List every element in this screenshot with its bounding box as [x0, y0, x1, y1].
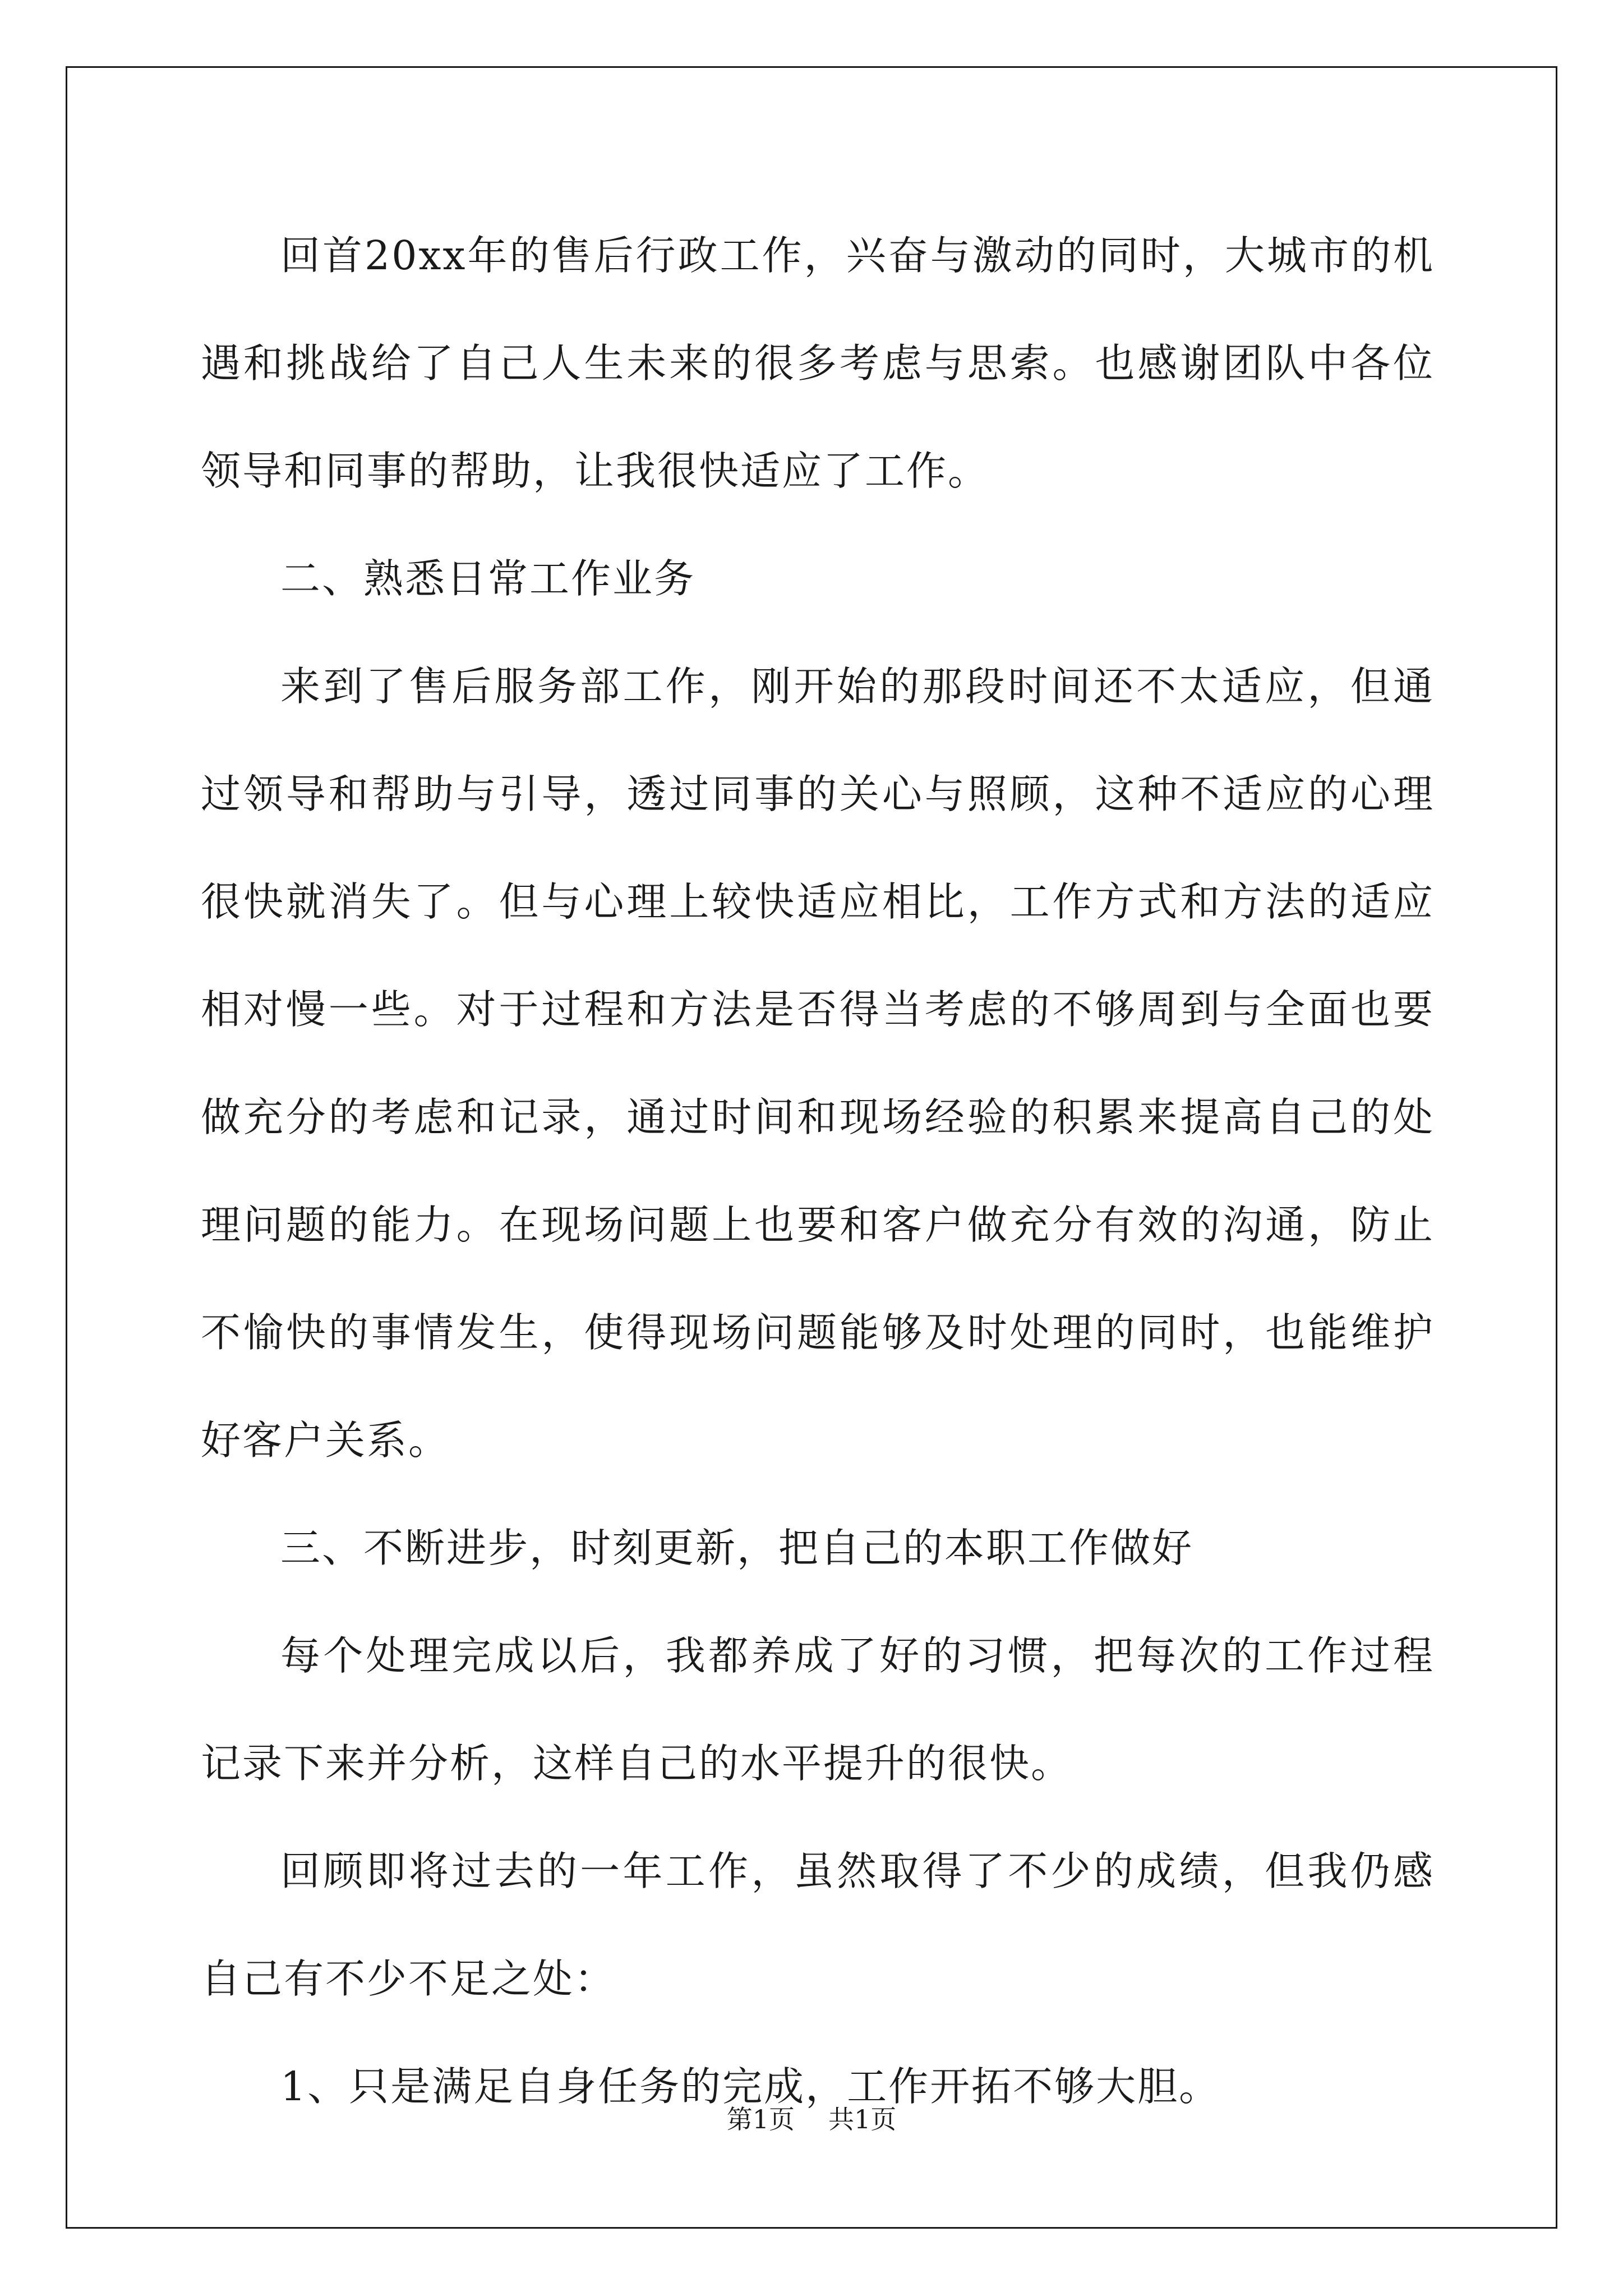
- paragraph-intro: 回首20xx年的售后行政工作，兴奋与激动的同时，大城市的机遇和挑战给了自己人生未来的很多考虑与思索。也感谢团队中各位领导和同事的帮助，让我很快适应了工作。: [201, 232, 1435, 494]
- list-item-1: 1、只是满足自身任务的完成，工作开拓不够大胆。: [280, 2063, 1221, 2110]
- paragraph-section-2: 来到了售后服务部工作，刚开始的那段时间还不太适应，但通过领导和帮助与引导，透过同事的关心与照顾，这种不适应的心理很快就消失了。但与心理上较快适应相比，工作方式和方法的适应相对慢一些。对于过程和方法是否得当考虑的不够周到与全面也要做充分的考虑和记录，通过时间和现场经验的积累来提高自己的处理问题的能力。在现场问题上也要和客户做充分有效的沟通，防止不愉快的事情发生，使得现场问题能够及时处理的同时，也能维护好客户关系。: [201, 663, 1435, 1464]
- paragraph-review: 回顾即将过去的一年工作，虽然取得了不少的成绩，但我仍感自己有不少不足之处：: [201, 1848, 1435, 2002]
- paragraph-section-3: 每个处理完成以后，我都养成了好的习惯，把每次的工作过程记录下来并分析，这样自己的水平提升的很快。: [201, 1632, 1435, 1787]
- page-footer: [0, 2102, 1623, 2136]
- page-total: 共1页: [828, 2104, 897, 2134]
- document-body: [201, 202, 1435, 2141]
- heading-section-2: 二、熟悉日常工作业务: [280, 555, 696, 602]
- heading-section-3: 三、不断进步，时刻更新，把自己的本职工作做好: [280, 1525, 1194, 1571]
- page-number: 第1页: [726, 2104, 795, 2134]
